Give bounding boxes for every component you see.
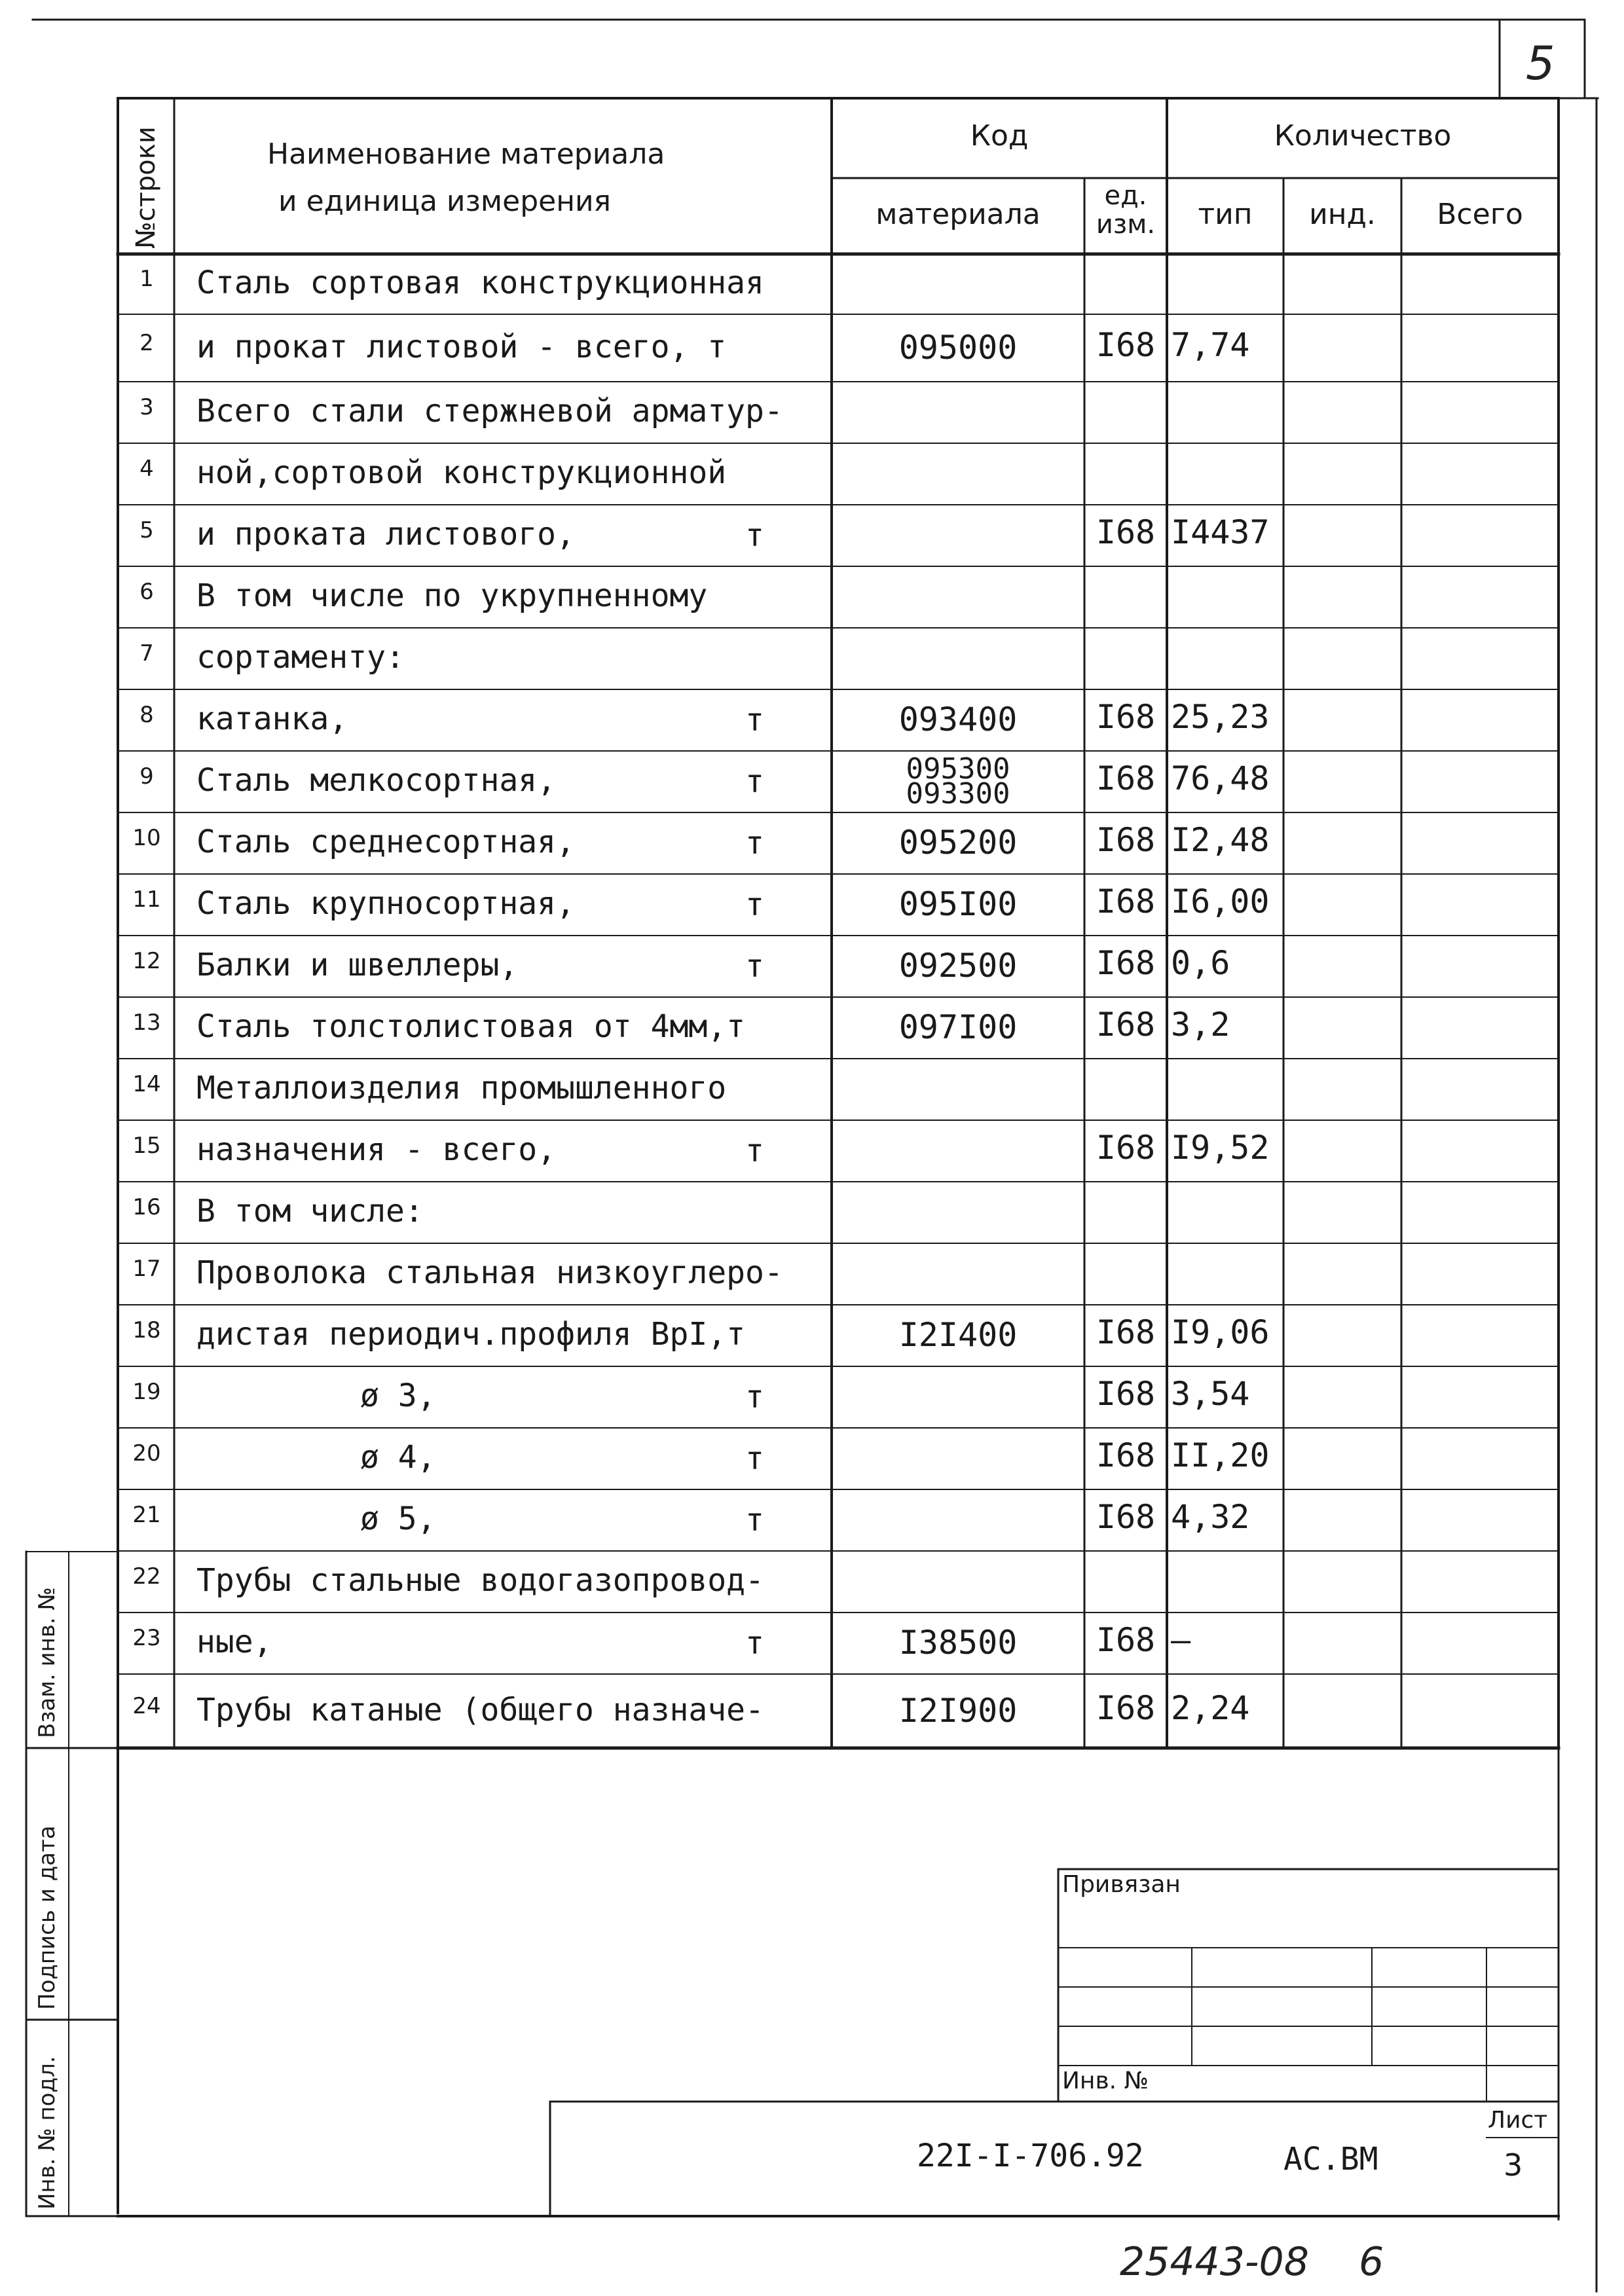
stamp-inv-no: Инв. № [1062,2068,1149,2094]
footer-archive-number: 25443-08 [1120,2239,1309,2285]
row-qty-type: 0,6 [1171,944,1230,982]
row-unit: т [745,1625,764,1662]
stamp-sheet-label: Лист [1488,2107,1548,2134]
row-material-code: I38500 [898,1624,1018,1662]
row-unit: т [745,1440,764,1477]
row-qty-type: 2,24 [1171,1688,1250,1727]
row-material-code: 097I00 [898,1008,1018,1046]
header-name-line2: и единица измерения [278,185,612,218]
row-number: 5 [139,517,154,543]
side-label-podpis: Подпись и дата [34,1825,60,2010]
row-material-name: ной,сортовой конструкционной [196,454,727,491]
side-label-vzam: Взам. инв. № [34,1587,60,1738]
row-unit: т [745,948,764,985]
row-material-code: 095300 [906,752,1010,786]
row-material-code-alt: 093300 [906,777,1010,811]
row-number: 11 [132,886,161,913]
header-qty-type: тип [1198,198,1253,231]
row-unit-code: I68 [1096,1621,1156,1659]
row-unit: т [745,702,764,738]
header-quantity: Количество [1274,119,1452,153]
header-name-line1: Наименование материала [267,137,665,171]
top-sheet-number: 5 [1526,37,1555,90]
row-number: 21 [132,1502,161,1528]
row-number: 17 [132,1256,161,1282]
row-qty-type: 4,32 [1171,1498,1250,1536]
row-unit-code: I68 [1096,1006,1156,1044]
row-material-name: Металлоизделия промышленного [196,1070,727,1106]
row-unit: т [745,1379,764,1415]
row-unit: т [745,517,764,554]
row-material-code: I2I400 [898,1316,1018,1354]
row-material-name: В том числе по укрупненному [196,577,708,614]
row-qty-type: II,20 [1171,1436,1270,1474]
row-number: 9 [139,763,154,790]
row-unit: т [745,763,764,800]
row-qty-type: I2,48 [1171,821,1270,859]
row-number: 19 [132,1379,161,1405]
row-qty-type: I9,06 [1171,1313,1270,1351]
row-number: 15 [132,1133,161,1159]
row-number: 6 [139,579,154,605]
row-material-name: ø 3, [360,1377,436,1414]
row-material-name: Трубы стальные водогазопровод- [196,1562,764,1599]
row-number: 13 [132,1010,161,1036]
row-material-name: Сталь сортовая конструкционная [196,264,764,301]
row-unit: т [745,1502,764,1539]
row-unit-code: I68 [1096,944,1156,982]
row-unit-code: I68 [1096,883,1156,920]
row-unit-code: I68 [1096,325,1156,364]
row-material-name: Сталь мелкосортная, [196,762,557,799]
row-number: 18 [132,1317,161,1343]
row-number: 8 [139,702,154,728]
header-code-material: материала [876,198,1041,231]
row-unit-code: I68 [1096,1375,1156,1413]
stamp-privyazan: Привязан [1062,1871,1181,1898]
row-qty-type: 25,23 [1171,698,1270,736]
stamp-doc-code: 22I-I-706.92 [917,2138,1144,2174]
row-unit-code: I68 [1096,759,1156,797]
row-material-name: В том числе: [196,1193,424,1230]
row-number: 1 [139,266,154,292]
row-material-name: и прокат листовой - всего, т [196,328,727,365]
row-material-name: катанка, [196,701,348,737]
side-label-inv-podl: Инв. № подл. [34,2056,60,2210]
row-number: 4 [139,456,154,482]
header-code-unit-line1: ед. [1104,181,1147,211]
stamp-doc-mark: АС.ВМ [1283,2141,1378,2178]
footer-page-number: 6 [1359,2239,1384,2285]
row-number: 7 [139,640,154,666]
row-material-code: 095000 [898,328,1018,367]
row-qty-type: 76,48 [1171,759,1270,797]
stamp-sheet-value: 3 [1504,2147,1523,2183]
row-unit: т [745,1133,764,1169]
row-qty-type: 3,2 [1171,1006,1230,1044]
row-unit-code: I68 [1096,1129,1156,1167]
row-unit-code: I68 [1096,1498,1156,1536]
row-material-name: Проволока стальная низкоуглеро- [196,1254,783,1291]
row-qty-type: 7,74 [1171,325,1250,364]
row-number: 22 [132,1563,161,1590]
row-unit-code: I68 [1096,821,1156,859]
row-number: 16 [132,1194,161,1220]
row-material-name: дистая периодич.профиля ВрI,т [196,1316,746,1353]
header-code: Код [970,119,1029,153]
row-unit-code: I68 [1096,513,1156,551]
row-material-name: назначения - всего, [196,1131,557,1168]
row-qty-type: I4437 [1171,513,1270,551]
row-material-code: 095200 [898,824,1018,862]
header-code-unit-line2: изм. [1096,210,1156,240]
row-unit-code: I68 [1096,1313,1156,1351]
row-unit: т [745,825,764,862]
header-qty-ind: инд. [1309,198,1376,231]
row-material-code: 092500 [898,947,1018,985]
row-unit-code: I68 [1096,1436,1156,1474]
header-qty-total: Всего [1437,198,1523,231]
row-number: 12 [132,948,161,974]
row-number: 10 [132,825,161,851]
row-material-name: Сталь среднесортная, [196,824,575,860]
row-material-name: сортаменту: [196,639,405,676]
row-unit: т [745,886,764,923]
row-material-name: и проката листового, [196,516,575,553]
row-unit-code: I68 [1096,698,1156,736]
row-qty-type: I9,52 [1171,1129,1270,1167]
row-material-name: Сталь крупносортная, [196,885,575,922]
row-material-name: Балки и швеллеры, [196,947,519,983]
row-number: 3 [139,394,154,420]
row-qty-type: – [1171,1621,1191,1659]
row-number: 24 [132,1692,161,1719]
row-qty-type: 3,54 [1171,1375,1250,1413]
row-material-code: I2I900 [898,1691,1018,1730]
row-material-name: ø 4, [360,1439,436,1476]
row-material-name: ø 5, [360,1501,436,1537]
row-unit-code: I68 [1096,1688,1156,1727]
header-row-number: №строки [131,126,161,249]
row-material-name: Сталь толстолистовая от 4мм,т [196,1008,746,1045]
row-qty-type: I6,00 [1171,883,1270,920]
row-material-code: 095I00 [898,885,1018,923]
row-material-name: Трубы катаные (общего назначе- [196,1691,764,1728]
row-number: 23 [132,1625,161,1651]
row-number: 14 [132,1071,161,1097]
row-material-name: ные, [196,1624,272,1660]
row-material-name: Всего стали стержневой арматур- [196,393,783,429]
row-number: 20 [132,1440,161,1467]
row-number: 2 [139,329,154,356]
row-material-code: 093400 [898,701,1018,738]
